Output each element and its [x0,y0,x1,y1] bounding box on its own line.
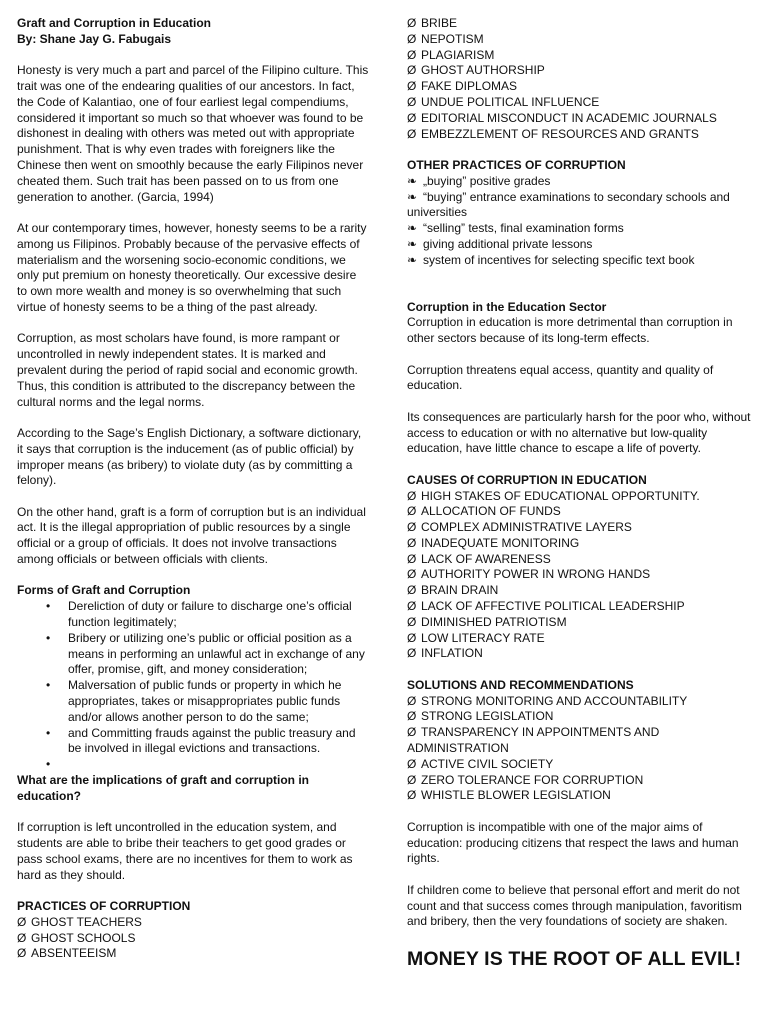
fleuron-icon: ❧ [407,221,418,236]
list-item: • Malversation of public funds or property in which he appropriates, takes or misappropriates public funds and/or allows another person to do the same; [17,678,369,725]
paragraph-graft: On the other hand, graft is a form of corruption but is an individual act. It is the illegal appropriation of public resources by a single official or a group of officials. It does not involve transactions among officials or between officials with clients. [17,504,366,567]
right-column [407,16,752,971]
list-item: ❧ system of incentives for selecting specific text book [407,252,695,267]
list-item: Ø EMBEZZLEMENT OF RESOURCES AND GRANTS [407,126,699,141]
list-item: Ø ABSENTEEISM [17,946,117,961]
paragraph-sector-poor: Its consequences are particularly harsh for the poor who, without access to education or with no alternative but low-quality education, have little chance to escape a life of poverty. [407,409,751,456]
list-item: Ø AUTHORITY POWER IN WRONG HANDS [407,567,651,582]
practices-list-right [407,16,752,142]
list-marker: Ø [407,47,417,62]
list-item: Ø ALLOCATION OF FUNDS [407,504,561,519]
list-item: Ø STRONG LEGISLATION [407,709,554,724]
list-marker: Ø [407,63,417,78]
list-marker: Ø [407,693,417,708]
solutions-list [407,694,752,805]
list-marker: Ø [407,630,417,645]
list-marker: Ø [407,599,417,614]
document-title: Graft and Corruption in Education [17,16,211,30]
list-item: Ø PLAGIARISM [407,47,495,62]
solutions-heading: SOLUTIONS AND RECOMMENDATIONS [407,677,634,692]
list-item: Ø INFLATION [407,646,483,661]
list-item: Ø WHISTLE BLOWER LEGISLATION [407,788,611,803]
list-marker: Ø [407,772,417,787]
list-marker: Ø [407,94,417,109]
list-marker: Ø [407,788,417,803]
list-item: ❧ giving additional private lessons [407,236,593,251]
list-marker: Ø [407,110,417,125]
left-column [17,16,369,962]
paragraph-incompatible: Corruption is incompatible with one of the major aims of education: producing citizens that respect the laws and human rights. [407,819,739,866]
list-item: Ø GHOST TEACHERS [17,914,142,929]
list-item: ❧ “selling” tests, final examination forms [407,221,624,236]
list-marker: Ø [17,946,27,961]
paragraph-implications: If corruption is left uncontrolled in the education system, and students are able to bribe their teachers to get good grades or pass school exams, there are no incentives for them to work as hard as they should. [17,820,353,882]
list-marker: Ø [407,488,417,503]
forms-heading: Forms of Graft and Corruption [17,583,191,598]
list-item: Ø NEPOTISM [407,31,484,46]
list-item: Ø LACK OF AFFECTIVE POLITICAL LEADERSHIP [407,599,685,614]
list-item: Ø EDITORIAL MISCONDUCT IN ACADEMIC JOURNALS [407,110,717,125]
list-item: • Bribery or utilizing one’s public or official position as a means in performing an unlawful act in exchange of any offer, promise, gift, and money consideration; [17,631,369,678]
list-item: Ø BRAIN DRAIN [407,583,499,598]
list-item: Ø ZERO TOLERANCE FOR CORRUPTION [407,772,644,787]
list-item: Ø BRIBE [407,16,458,30]
causes-heading: CAUSES Of CORRUPTION IN EDUCATION [407,472,647,487]
list-item: Ø GHOST AUTHORSHIP [407,63,545,78]
other-practices-heading: OTHER PRACTICES OF CORRUPTION [407,157,626,172]
paragraph-sector-detrimental: Corruption in education is more detrimental than corruption in other sectors because of its long-term effects. [407,315,733,346]
list-marker: Ø [407,614,417,629]
list-marker: Ø [407,535,417,550]
list-marker: Ø [407,567,417,582]
list-marker: Ø [407,31,417,46]
sector-heading: Corruption in the Education Sector [407,299,607,314]
list-marker: Ø [407,551,417,566]
list-marker: Ø [407,756,417,771]
list-item: Ø ACTIVE CIVIL SOCIETY [407,756,554,771]
list-marker: Ø [17,914,27,929]
list-marker: Ø [17,930,27,945]
byline: By: Shane Jay G. Fabugais [17,31,172,46]
list-item: Ø DIMINISHED PATRIOTISM [407,614,567,629]
list-item: Ø HIGH STAKES OF EDUCATIONAL OPPORTUNITY. [407,488,700,503]
fleuron-icon: ❧ [407,173,418,188]
list-item: ❧ “buying” entrance examinations to secondary schools and universities [407,189,730,220]
causes-list [407,489,752,663]
list-item: Ø GHOST SCHOOLS [17,930,136,945]
list-item: Ø LACK OF AWARENESS [407,551,551,566]
list-item-empty [17,757,369,773]
paragraph-foundations: If children come to believe that personal effort and merit do not count and that success comes through manipulation, favoritism and bribery, then the very foundations of society are shaken. [407,882,742,929]
paragraph-contemporary: At our contemporary times, however, honesty seems to be a rarity among us Filipinos. Probably because of the pervasive effects of materialism and the worsening socio-economic conditions, we only put premium on honesty theoretically. Our excessive desire to own more wealth and money is so overwhelming that such virtue of honesty seems to be a thing of the past already. [17,220,367,314]
list-marker: Ø [407,709,417,724]
paragraph-definition: According to the Sage’s English Dictionary, a software dictionary, it says that corruption is the inducement (as of public official) by improper means (as bribery) to violate duty (as by committing a felony). [17,425,362,488]
fleuron-icon: ❧ [407,236,418,251]
list-marker: Ø [407,583,417,598]
list-marker: Ø [407,504,417,519]
paragraph-honesty: Honesty is very much a part and parcel of the Filipino culture. This trait was one of the endearing qualities of our ancestors. In fact, the Code of Kalantiao, one of four earliest legal compendiums, considered it important so much so that whoever was found to be dishonest in dealing with others was meted out with appropriate punishment. That is why even trades with foreigners like the Chinese then went on smoothly because the early Filipinos never cheated them. Such trait has been passed on to us from one generation to another. (Garcia, 1994) [17,63,369,204]
list-marker: Ø [407,520,417,535]
list-item: Ø TRANSPARENCY IN APPOINTMENTS AND ADMINISTRATION [407,725,660,756]
list-item: Ø INADEQUATE MONITORING [407,535,580,550]
list-marker: Ø [407,16,417,30]
implications-heading: What are the implications of graft and corruption in education? [17,773,310,803]
forms-list [17,599,369,773]
fleuron-icon: ❧ [407,252,418,267]
list-marker: Ø [407,725,417,740]
motto-heading: MONEY IS THE ROOT OF ALL EVIL! [407,948,742,971]
list-marker: Ø [407,126,417,141]
list-item: • Dereliction of duty or failure to discharge one’s official function legitimately; [17,599,369,631]
list-item: Ø STRONG MONITORING AND ACCOUNTABILITY [407,693,688,708]
list-item: Ø COMPLEX ADMINISTRATIVE LAYERS [407,520,632,535]
paragraph-sector-threatens: Corruption threatens equal access, quantity and quality of education. [407,362,714,393]
paragraph-corruption-states: Corruption, as most scholars have found, is more rampant or uncontrolled in newly independent states. It is marked and prevalent during the period of rapid social and economic growth. Thus, this condition is attributed to the discrepancy between the cultural norms and the legal norms. [17,331,358,409]
list-item: Ø UNDUE POLITICAL INFLUENCE [407,94,600,109]
list-marker: Ø [407,79,417,94]
practices-heading: PRACTICES OF CORRUPTION [17,899,191,913]
list-item: Ø LOW LITERACY RATE [407,630,545,645]
practices-list-left [17,915,369,962]
title-block [17,16,369,48]
list-item: • and Committing frauds against the public treasury and be involved in illegal evictions and transactions. [17,726,369,758]
list-item: ❧ „buying” positive grades [407,173,551,188]
list-marker: Ø [407,646,417,661]
list-item: Ø FAKE DIPLOMAS [407,79,518,94]
other-practices-list [407,174,752,269]
fleuron-icon: ❧ [407,189,418,204]
